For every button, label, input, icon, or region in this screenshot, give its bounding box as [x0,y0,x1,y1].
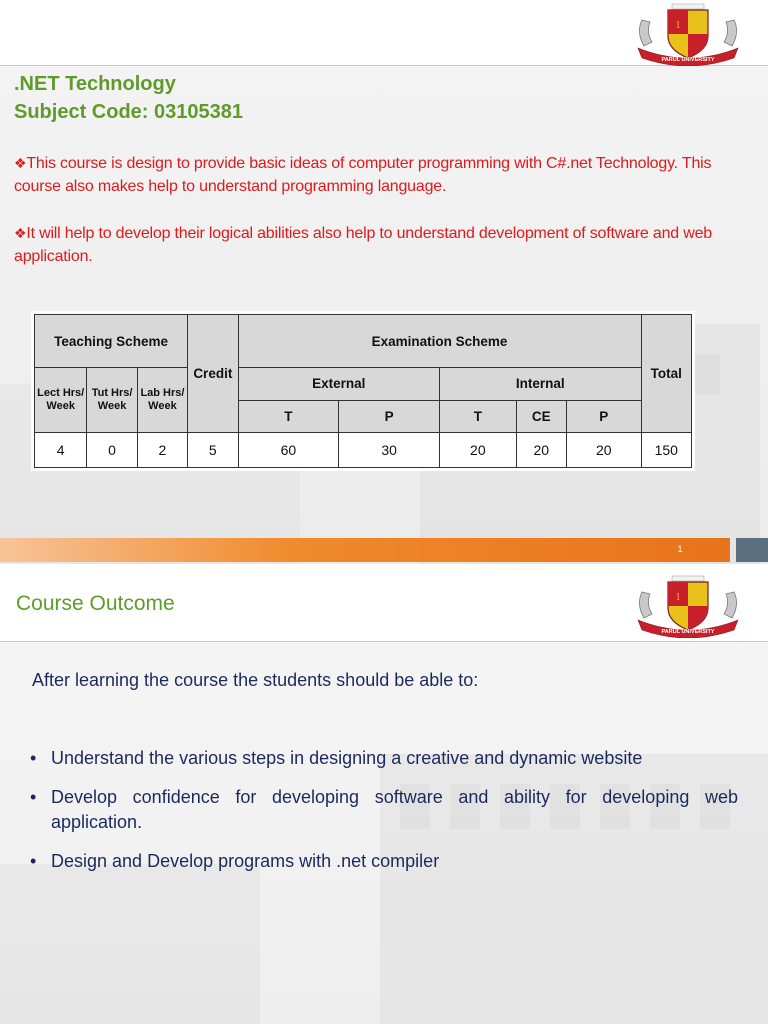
internal-t-header: T [440,400,517,433]
bullet-icon: • [30,748,37,768]
table-cell: 30 [339,433,440,468]
table-cell: 2 [137,433,187,468]
tut-hrs-header: Tut Hrs/ Week [87,368,137,433]
external-header: External [238,368,440,401]
page-number: 1 [677,544,683,554]
table-row [35,433,692,468]
logo-banner-text: PARUL UNIVERSITY [661,629,715,635]
diamond-bullet-icon: ❖ [14,225,27,241]
internal-p-header: P [567,400,642,433]
external-p-header: P [339,400,440,433]
internal-ce-header: CE [516,400,566,433]
diamond-bullet-icon: ❖ [14,155,27,171]
shield-numeral: 1 [675,592,681,603]
table-cell: 150 [641,433,691,468]
table-cell: 20 [567,433,642,468]
outcome-list [30,746,738,888]
logo-banner-text: PARUL UNIVERSITY [661,57,715,63]
bullet-icon: • [30,787,37,807]
university-logo [628,574,748,638]
table-cell: 4 [35,433,87,468]
internal-header: Internal [440,368,642,401]
lab-hrs-header: Lab Hrs/ Week [137,368,187,433]
examination-scheme-header: Examination Scheme [238,315,641,368]
shield-numeral: 1 [675,20,681,31]
slide-2 [0,570,768,1024]
course-description-2: ❖It will help to develop their logical abilities also help to understand development of software and web application. [14,225,712,265]
credit-header: Credit [188,315,238,433]
table-cell: 60 [238,433,339,468]
table-cell: 0 [87,433,137,468]
subject-title: .NET Technology [14,73,176,95]
university-logo [628,2,748,66]
table-cell: 20 [440,433,517,468]
course-outcome-title: Course Outcome [16,592,175,615]
outcome-intro: After learning the course the students should be able to: [32,670,479,690]
table-cell: 5 [188,433,238,468]
list-item: • Understand the various steps in designing a creative and dynamic website [30,746,738,771]
teaching-scheme-header: Teaching Scheme [35,315,188,368]
bullet-icon: • [30,851,37,871]
course-description-1: ❖This course is design to provide basic ideas of computer programming with C#.net Technology. This course also makes help to understand programming language. [14,155,712,195]
subject-code: Subject Code: 03105381 [14,101,243,123]
external-t-header: T [238,400,339,433]
total-header: Total [641,315,691,433]
scheme-table [34,314,692,468]
footer-bar [0,538,730,562]
list-item: • Develop confidence for developing software and ability for developing web application. [30,787,738,832]
footer-block [736,538,768,562]
lect-hrs-header: Lect Hrs/ Week [35,368,87,433]
list-item: • Design and Develop programs with .net compiler [30,849,738,874]
table-cell: 20 [516,433,566,468]
